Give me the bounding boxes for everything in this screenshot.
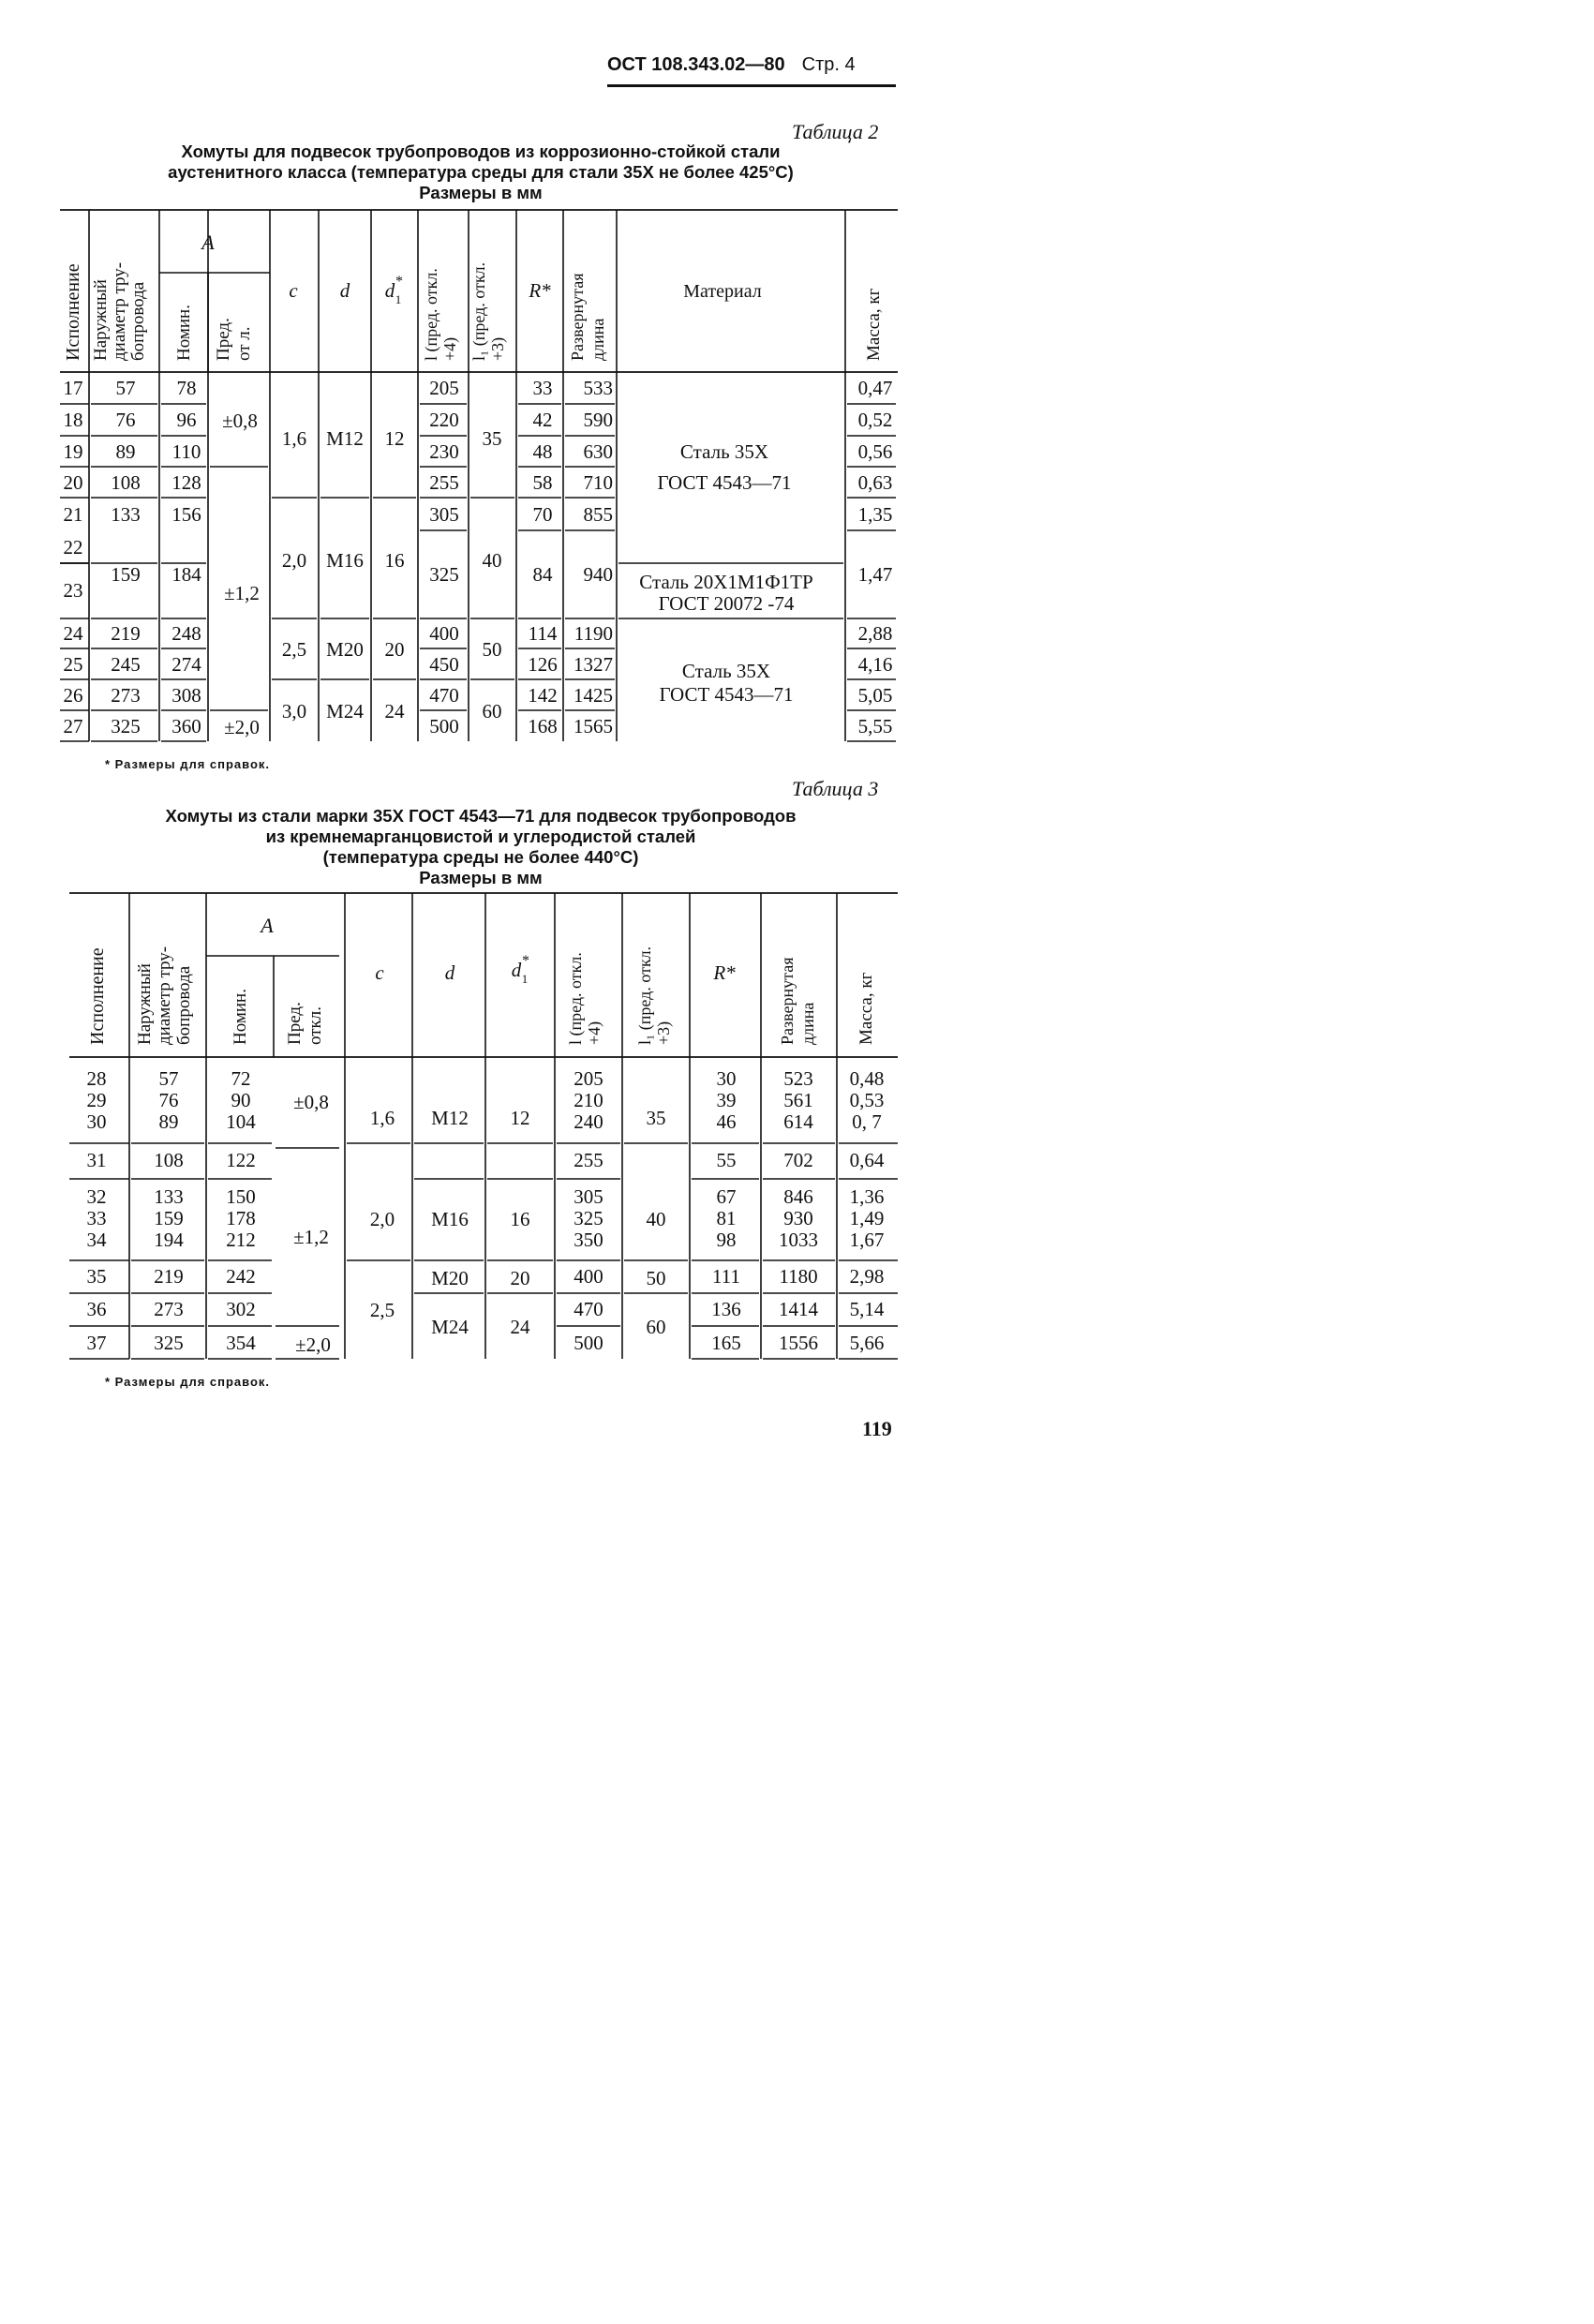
t3-header-a: А [261,914,274,937]
t3-header-diam-line3: бопровода [174,965,194,1045]
t3-d1-4: 24 [510,1316,530,1338]
t2-material-2-line2: ГОСТ 20072 -74 [658,592,795,615]
table3-title-line2: из кремнемарганцовистой и углеродистой сталей [265,827,696,846]
t3-header-pred-line1: Пред. [285,1002,305,1045]
t3-pred-3: ±2,0 [295,1333,331,1356]
t3-header-d1-sup: * [522,953,529,969]
t3-header-diam-line1: Наружный [135,963,155,1045]
t2-header-diam-line2: диаметр тру- [110,261,129,361]
t3-row-l-30: 240 [574,1110,603,1133]
t3-row-diam-32: 133 [154,1185,184,1208]
t2-row-mass-20: 0,63 [857,471,893,494]
t3-header-l-line2: +4) [585,1020,603,1045]
t3-row-razv-29: 561 [783,1089,813,1111]
table2-title [56,142,905,203]
t3-row-mass-36: 5,14 [849,1298,885,1320]
t2-row-razv-19: 630 [583,440,613,463]
t3-d-1: M12 [431,1107,469,1129]
t2-row-r-19: 48 [532,440,553,463]
t3-row-r-34: 98 [716,1229,737,1251]
t3-header-l-line1: l (пред. откл. [566,952,585,1045]
t2-row-l-23: 325 [429,563,459,586]
t2-row-nom-19: 110 [171,440,201,463]
t2-row-razv-23: 940 [583,563,613,586]
t2-row-l-17: 205 [429,377,459,399]
table3-title-line1: Хомуты из стали марки 35X ГОСТ 4543—71 для подвесок трубопроводов [165,806,797,826]
t2-material-1-line1: Сталь 35X [679,440,769,463]
t2-row-isp-19: 19 [63,440,83,463]
t3-d-4: M24 [431,1316,469,1338]
t2-pred-1: ±0,8 [222,410,258,432]
t2-row-razv-21: 855 [583,503,613,526]
t3-row-mass-34: 1,67 [849,1229,885,1251]
t3-header-razv-line2: длина [798,1002,817,1045]
t3-row-diam-35: 219 [154,1265,184,1288]
t2-row-diam-24: 219 [111,622,141,645]
t3-row-razv-32: 846 [783,1185,813,1208]
t3-row-r-29: 39 [716,1089,737,1111]
t3-row-razv-35: 1180 [779,1265,818,1288]
t3-row-diam-37: 325 [154,1332,184,1354]
table3-title-line3: (температура среды не более 440°C) [322,847,639,867]
t2-l1-4: 60 [482,700,502,723]
t3-row-r-35: 111 [712,1265,740,1288]
t3-row-r-32: 67 [716,1185,737,1208]
t3-row-nom-31: 122 [226,1149,256,1171]
t2-row-diam-18: 76 [115,409,136,431]
t3-header-diam-line2: диаметр тру- [155,946,174,1045]
t2-row-diam-27: 325 [111,715,141,737]
t2-header-pred-line1: Пред. [214,318,233,361]
t2-row-razv-25: 1327 [574,653,613,676]
t3-row-razv-34: 1033 [779,1229,818,1251]
t3-row-razv-30: 614 [783,1110,813,1133]
t2-row-razv-18: 590 [583,409,613,431]
t2-header-l1-line2: +3) [488,336,507,361]
t2-row-diam-21: 133 [111,503,141,526]
document-page [0,0,1015,1448]
t3-row-mass-33: 1,49 [849,1207,885,1229]
t2-row-nom-24: 248 [171,622,201,645]
t3-row-mass-29: 0,53 [849,1089,885,1111]
t3-row-isp-35: 35 [86,1265,107,1288]
page-number: 119 [862,1417,892,1440]
t3-row-l-29: 210 [574,1089,603,1111]
t2-row-diam-26: 273 [111,684,141,707]
t3-row-diam-28: 57 [158,1067,179,1090]
t2-row-isp-21: 21 [63,503,83,526]
t3-row-l-28: 205 [574,1067,603,1090]
t3-row-nom-36: 302 [226,1298,256,1320]
t2-row-isp-24: 24 [63,622,83,645]
t3-row-nom-28: 72 [231,1067,251,1090]
t2-row-mass-23: 1,47 [857,563,893,586]
t2-row-mass-17: 0,47 [857,377,893,399]
t2-row-diam-20: 108 [111,471,141,494]
t2-row-diam-25: 245 [111,653,141,676]
t3-l1-2: 40 [646,1208,666,1230]
t3-row-nom-32: 150 [226,1185,256,1208]
t2-row-isp-27: 27 [63,715,83,737]
t3-row-l-31: 255 [574,1149,603,1171]
t3-row-mass-28: 0,48 [849,1067,885,1090]
t3-header-d: d [444,961,455,984]
t2-row-isp-26: 26 [63,684,83,707]
t3-l1-1: 35 [646,1107,666,1129]
t3-header-d1: d [511,959,522,981]
t3-row-isp-32: 32 [86,1185,107,1208]
t3-row-l-33: 325 [574,1207,603,1229]
t2-row-mass-21: 1,35 [857,503,893,526]
t2-row-nom-17: 78 [176,377,197,399]
t2-d-4: M24 [326,700,364,723]
t2-row-mass-24: 2,88 [857,622,893,645]
t3-header-l1-line2: +3) [654,1020,673,1045]
t3-row-nom-33: 178 [226,1207,256,1229]
t2-header-d1-sup: * [395,274,403,290]
t2-l1-2: 40 [482,549,502,572]
page-ref: Стр. 4 [801,54,856,75]
t2-row-mass-26: 5,05 [857,684,893,707]
t3-header-mass-line1: Масса, кг [857,972,876,1045]
t2-d1-2: 16 [384,549,405,572]
t3-row-diam-33: 159 [154,1207,184,1229]
t3-row-mass-37: 5,66 [849,1332,885,1354]
t3-row-nom-30: 104 [226,1110,256,1133]
t2-d-3: M20 [326,638,364,661]
t2-row-mass-19: 0,56 [857,440,893,463]
t2-row-r-25: 126 [528,653,558,676]
t3-row-nom-35: 242 [226,1265,256,1288]
t3-row-isp-29: 29 [86,1089,107,1111]
t2-row-nom-27: 360 [171,715,201,737]
t2-row-r-21: 70 [532,503,553,526]
t2-header-r: R* [529,279,551,302]
t2-row-nom-23: 184 [171,563,201,586]
t2-row-l-21: 305 [429,503,459,526]
t3-row-r-37: 165 [711,1332,741,1354]
t3-header-nom-line1: Номин. [231,989,250,1045]
t3-row-diam-34: 194 [154,1229,184,1251]
t3-row-l-35: 400 [574,1265,603,1288]
t2-row-isp-17: 17 [63,377,83,399]
document-code: ОСТ 108.343.02—80 [607,54,785,75]
t2-row-diam-17: 57 [115,377,136,399]
t3-row-mass-30: 0, 7 [852,1110,882,1133]
t2-header-d: d [339,279,350,302]
t2-c-2: 2,0 [281,549,307,572]
t2-d1-1: 12 [384,427,405,450]
t3-row-nom-29: 90 [231,1089,251,1111]
t2-header-l1-line1: l₁ (пред. откл. [469,261,488,361]
t3-row-isp-33: 33 [86,1207,107,1229]
t3-row-nom-34: 212 [226,1229,256,1251]
t3-header-c: c [375,961,384,984]
t2-row-l-20: 255 [429,471,459,494]
t2-l1-3: 50 [482,638,502,661]
t2-header-d1-sub: 1 [395,292,402,306]
t3-row-mass-35: 2,98 [849,1265,885,1288]
t3-header-d1-sub: 1 [521,972,529,986]
t3-row-l-36: 470 [574,1298,603,1320]
t2-row-razv-24: 1190 [574,622,613,645]
table3-footnote: * Размеры для справок. [105,1375,271,1389]
t3-header-pred-line2: откл. [305,1006,325,1045]
t2-row-r-17: 33 [532,377,553,399]
t2-pred-2: ±1,2 [224,582,260,604]
t3-row-r-28: 30 [716,1067,737,1090]
t3-row-diam-29: 76 [158,1089,179,1111]
t3-row-diam-30: 89 [158,1110,179,1133]
t3-row-isp-30: 30 [86,1110,107,1133]
table2-label: Таблица 2 [792,120,879,143]
t2-row-mass-18: 0,52 [857,409,893,431]
t2-header-l-line2: +4) [440,336,459,361]
t2-header-diam-line1: Наружный [91,279,111,361]
t3-row-l-34: 350 [574,1229,603,1251]
t3-d1-3: 20 [510,1267,530,1289]
table2-footnote: * Размеры для справок. [105,757,271,771]
t2-row-l-19: 230 [429,440,459,463]
t2-row-r-20: 58 [532,471,553,494]
t2-row-nom-26: 308 [171,684,201,707]
t3-c-3: 2,5 [369,1299,395,1321]
t2-row-l-27: 500 [429,715,459,737]
t2-row-nom-20: 128 [171,471,201,494]
t2-row-r-24: 114 [528,622,558,645]
t2-row-l-24: 400 [429,622,459,645]
t2-header-razv-line1: Развернутая [568,273,587,361]
t2-row-diam-23: 159 [111,563,141,586]
t2-header-d1: d [384,279,395,302]
t2-row-nom-21: 156 [171,503,201,526]
t3-row-isp-37: 37 [86,1332,107,1354]
t3-c-2: 2,0 [369,1208,395,1230]
t3-row-isp-28: 28 [86,1067,107,1090]
t2-row-razv-20: 710 [583,471,613,494]
table2-title-line3: Размеры в мм [419,183,543,202]
t2-header-pred-line2: от л. [234,326,254,361]
t3-row-razv-28: 523 [783,1067,813,1090]
t3-row-isp-31: 31 [86,1149,107,1171]
t3-row-razv-37: 1556 [779,1332,818,1354]
t2-material-2-line1: Сталь 20X1M1Ф1TP [639,571,813,593]
t3-row-l-32: 305 [574,1185,603,1208]
t2-row-l-25: 450 [429,653,459,676]
t2-row-razv-26: 1425 [574,684,613,707]
table2-title-line2: аустенитного класса (температура среды для стали 35X не более 425°C) [168,162,794,182]
t2-row-isp-18: 18 [63,409,83,431]
t2-row-r-23: 84 [532,563,553,586]
t2-l1-1: 35 [482,427,502,450]
t2-header-mass-line1: Масса, кг [864,288,884,361]
t2-header-a: А [201,231,215,254]
table3-title-line4: Размеры в мм [419,868,543,887]
t2-material-3-line2: ГОСТ 4543—71 [659,683,794,706]
t3-header-isp-line1: Исполнение [87,947,108,1045]
t3-header-l1-line1: l₁ (пред. откл. [635,946,654,1045]
t2-row-mass-25: 4,16 [857,653,893,676]
table3-title [56,806,905,888]
t3-header-razv-line1: Развернутая [778,957,797,1045]
t2-pred-3: ±2,0 [224,716,260,738]
t2-row-razv-27: 1565 [574,715,613,737]
t2-row-isp-20: 20 [63,471,83,494]
t3-l1-3: 50 [646,1267,666,1289]
t2-d-2: M16 [326,549,364,572]
t2-header-razv-line2: длина [588,318,607,361]
t2-header-c: c [289,279,298,302]
t3-row-razv-36: 1414 [779,1298,818,1320]
t2-d1-4: 24 [384,700,405,723]
t2-header-isp-line1: Исполнение [63,263,83,361]
t3-row-isp-36: 36 [86,1298,107,1320]
t2-d1-3: 20 [384,638,405,661]
t2-row-diam-19: 89 [115,440,136,463]
t3-d-3: M20 [431,1267,469,1289]
t2-row-l-18: 220 [429,409,459,431]
page-header [607,54,896,87]
t3-header-r: R* [713,961,736,984]
t2-row-mass-27: 5,55 [857,715,893,737]
t3-d-2: M16 [431,1208,469,1230]
table3-label: Таблица 3 [792,777,879,800]
t2-header-l-line1: l (пред. откл. [422,268,440,361]
table2-title-line1: Хомуты для подвесок трубопроводов из коррозионно-стойкой стали [181,142,781,161]
t2-row-r-27: 168 [528,715,558,737]
t2-row-razv-17: 533 [583,377,613,399]
t2-row-isp-25: 25 [63,653,83,676]
t3-row-diam-31: 108 [154,1149,184,1171]
t2-row-isp-23: 23 [63,579,83,602]
t3-row-l-37: 500 [574,1332,603,1354]
t2-material-1-line2: ГОСТ 4543—71 [657,471,792,494]
t2-header-material: Материал [683,281,762,302]
t2-header-diam-line3: бопровода [128,281,148,361]
t3-row-nom-37: 354 [226,1332,256,1354]
t3-row-r-33: 81 [716,1207,737,1229]
t2-header-nom-line1: Номин. [174,305,194,361]
t2-d-1: M12 [326,427,364,450]
t2-row-r-18: 42 [532,409,553,431]
t3-l1-4: 60 [646,1316,666,1338]
t3-c-1: 1,6 [369,1107,395,1129]
t3-row-isp-34: 34 [86,1229,107,1251]
t3-pred-1: ±0,8 [293,1091,329,1113]
t2-material-3-line1: Сталь 35X [681,660,771,682]
t2-c-4: 3,0 [281,700,307,723]
t2-c-1: 1,6 [281,427,307,450]
t2-c-3: 2,5 [281,638,307,661]
t3-d1-2: 16 [510,1208,530,1230]
t3-row-diam-36: 273 [154,1298,184,1320]
t3-row-mass-31: 0,64 [849,1149,885,1171]
t2-row-nom-18: 96 [176,409,197,431]
t2-row-isp-22: 22 [63,536,83,559]
t2-row-r-26: 142 [528,684,558,707]
t3-row-r-36: 136 [711,1298,741,1320]
t3-d1-1: 12 [510,1107,530,1129]
t3-row-razv-31: 702 [783,1149,813,1171]
table2 [0,0,1015,1448]
t2-row-nom-25: 274 [171,653,201,676]
t3-pred-2: ±1,2 [293,1226,329,1248]
t3-row-razv-33: 930 [783,1207,813,1229]
t2-row-l-26: 470 [429,684,459,707]
t3-row-r-30: 46 [716,1110,737,1133]
t3-row-mass-32: 1,36 [849,1185,885,1208]
t3-row-r-31: 55 [716,1149,737,1171]
